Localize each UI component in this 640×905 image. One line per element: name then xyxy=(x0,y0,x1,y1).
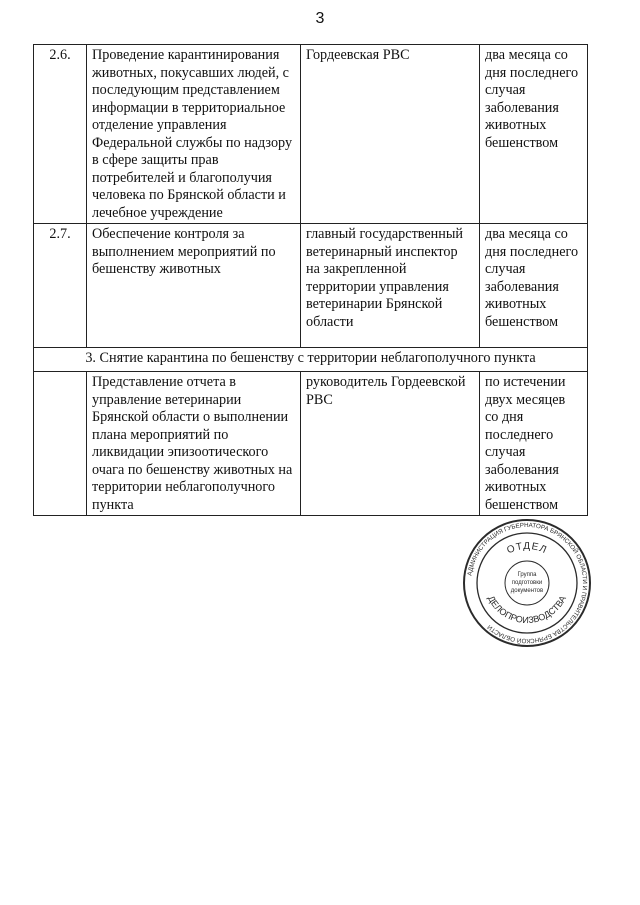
stamp-center-line: подготовки xyxy=(511,580,543,586)
term-cell: два месяца со дня последнего случая заболевания животных бешенством xyxy=(480,45,588,224)
responsible-cell: Гордеевская РВС xyxy=(301,45,480,224)
stamp-seal-icon xyxy=(462,518,592,648)
stamp-center-line: Группа xyxy=(517,572,537,578)
stamp-center-line: документов xyxy=(510,588,544,594)
svg-text:ОТДЕЛ xyxy=(505,541,548,556)
term-cell: по истечении двух месяцев со дня последнего случая заболевания животных бешенством xyxy=(480,372,588,516)
page-number: 3 xyxy=(315,10,325,27)
table-row xyxy=(34,372,588,516)
table-row xyxy=(34,45,588,224)
section-header-row xyxy=(34,348,588,372)
row-number: 2.6. xyxy=(34,45,87,224)
action-cell: Проведение карантинирования животных, покусавших людей, с последующим представлением информации в территориальное отделение управления Федеральной службы по надзору в сфере защиты прав потребителей и благополучия человека по Брянской области и лечебное учреждение xyxy=(87,45,301,224)
section-title: 3. Снятие карантина по бешенству с территории неблагополучного пункта xyxy=(34,348,588,372)
action-cell: Обеспечение контроля за выполнением мероприятий по бешенству животных xyxy=(87,224,301,348)
official-stamp xyxy=(462,518,592,648)
action-cell: Представление отчета в управление ветеринарии Брянской области о выполнении плана мероприятий по ликвидации эпизоотического очага по бешенству животных на территории неблагополучного пункта xyxy=(87,372,301,516)
term-cell: два месяца со дня последнего случая заболевания животных бешенством xyxy=(480,224,588,348)
row-number: 2.7. xyxy=(34,224,87,348)
stamp-dept-line1: ОТДЕЛ xyxy=(505,540,549,557)
responsible-cell: руководитель Гордеевской РВС xyxy=(301,372,480,516)
table-row xyxy=(34,224,588,348)
svg-text:ДЕЛОПРОИЗВОДСТВА xyxy=(486,594,568,625)
measures-table xyxy=(33,44,588,516)
row-number xyxy=(34,372,87,516)
stamp-outer-text: АДМИНИСТРАЦИЯ ГУБЕРНАТОРА БРЯНСКОЙ ОБЛАСТИ И ПРАВИТЕЛЬСТВА БРЯНСКОЙ ОБЛАСТИ xyxy=(466,521,589,645)
responsible-cell: главный государственный ветеринарный инспектор на закрепленной территории управления ветеринарии Брянской области xyxy=(301,224,480,348)
stamp-dept-line2: ДЕЛОПРОИЗВОДСТВА xyxy=(485,593,569,626)
